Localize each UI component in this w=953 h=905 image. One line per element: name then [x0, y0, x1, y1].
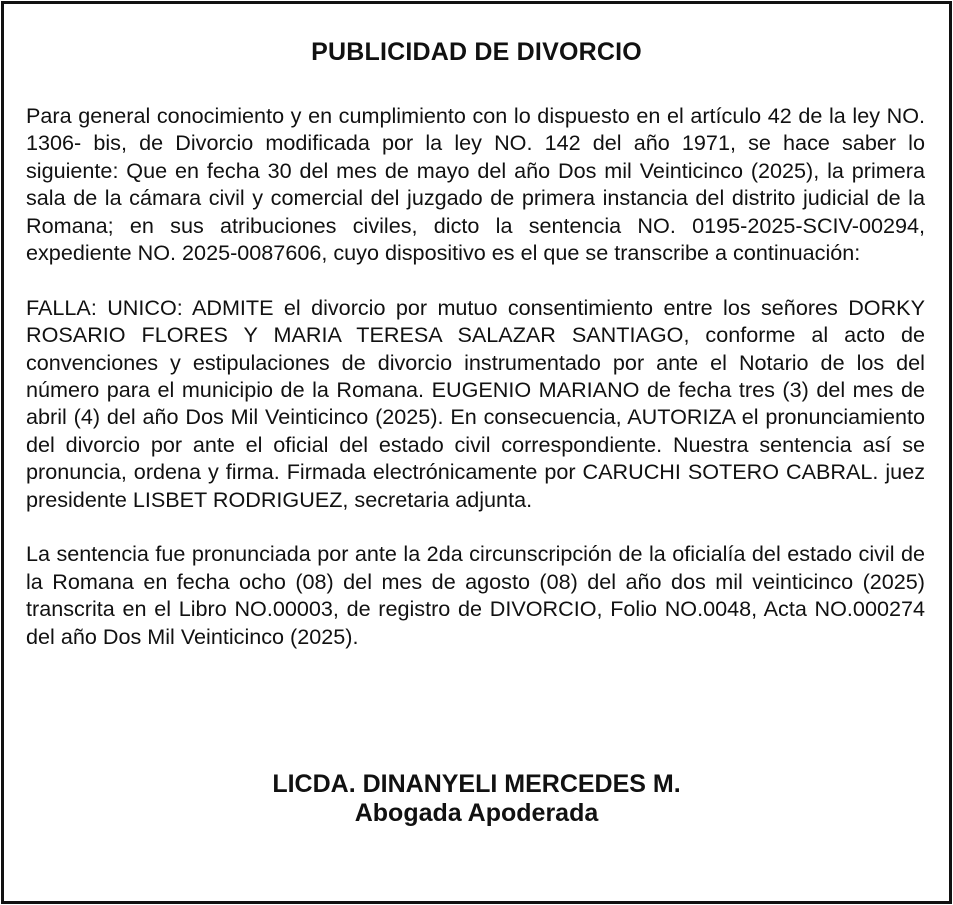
notice-frame: [1, 1, 952, 904]
notice-title: PUBLICIDAD DE DIVORCIO: [311, 38, 642, 66]
paragraph-intro: Para general conocimiento y en cumplimiento con lo dispuesto en el artículo 42 de la ley NO. 1306- bis, de Divorcio modificada por la ley NO. 142 del año 1971, se hace saber lo siguiente: Que en fecha 30 del mes de mayo del año Dos mil Veinticinco (2025), la primera sala de la cámara civil y comercial del juzgado de primera instancia del distrito judicial de la Romana; en sus atribuciones civiles, dicto la sentencia NO. 0195-2025-SCIV-00294, expediente NO. 2025-0087606, cuyo dispositivo es el que se transcribe a continuación:: [26, 103, 925, 266]
paragraph-ruling: FALLA: UNICO: ADMITE el divorcio por mutuo consentimiento entre los señores DORKY ROSARIO FLORES Y MARIA TERESA SALAZAR SANTIAGO, conforme al acto de convenciones y estipulaciones de divorcio instrumentado por ante el Notario de los del número para el municipio de la Romana. EUGENIO MARIANO de fecha tres (3) del mes de abril (4) del año Dos Mil Veinticinco (2025). En consecuencia, AUTORIZA el pronunciamiento del divorcio por ante el oficial del estado civil correspondiente. Nuestra sentencia así se pronuncia, ordena y firma. Firmada electrónicamente por CARUCHI SOTERO CABRAL. juez presidente LISBET RODRIGUEZ, secretaria adjunta.: [26, 294, 925, 512]
signature-name: LICDA. DINANYELI MERCEDES M.: [272, 770, 681, 798]
notice-body: [26, 102, 925, 677]
signature-role: Abogada Apoderada: [354, 799, 599, 827]
paragraph-registration: La sentencia fue pronunciada por ante la 2da circunscripción de la oficialía del estado civil de la Romana en fecha ocho (08) del mes de agosto (08) del año dos mil veinticinco (2025) transcrita en el Libro NO.00003, de registro de DIVORCIO, Folio NO.0048, Acta NO.000274 del año Dos Mil Veinticinco (2025).: [26, 541, 925, 649]
signature-block: [4, 770, 949, 828]
